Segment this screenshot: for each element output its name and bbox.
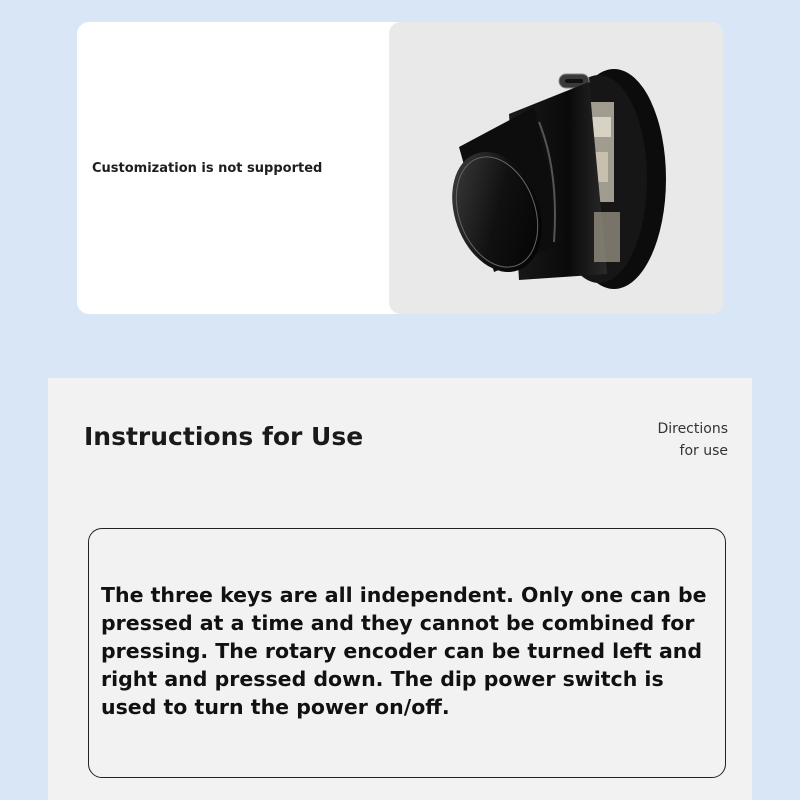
left-border-strip (0, 378, 48, 800)
instructions-box (88, 528, 726, 778)
product-photo (389, 22, 723, 314)
top-banner (0, 0, 800, 378)
directions-label (657, 418, 728, 462)
directions-label-line2: for use (679, 443, 728, 459)
rotary-encoder-knob-icon (389, 22, 723, 314)
product-card (77, 22, 723, 314)
right-border-strip (752, 378, 800, 800)
directions-label-line1: Directions (657, 421, 728, 437)
customization-notice: Customization is not supported (92, 161, 323, 176)
instructions-text: The three keys are all independent. Only one can be pressed at a time and they cannot be combined for pressing. The rotary encoder can be turned left and right and pressed down. The dip power switch is used to turn the power on/off. (101, 583, 707, 719)
instructions-section (48, 378, 752, 800)
section-title: Instructions for Use (84, 422, 364, 451)
